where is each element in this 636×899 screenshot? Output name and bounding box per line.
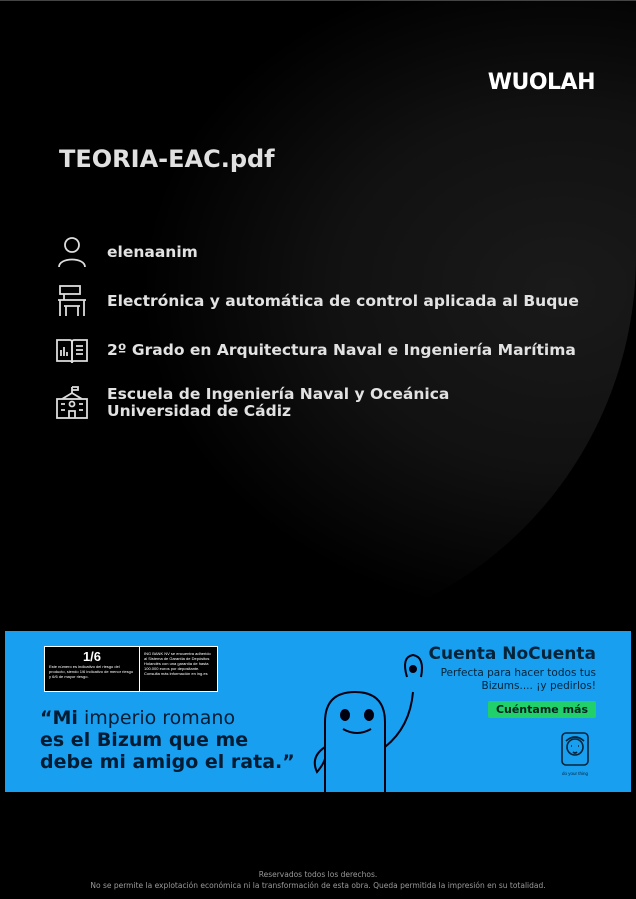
school-line2: Universidad de Cádiz xyxy=(107,402,292,420)
risk-indicator xyxy=(44,646,218,692)
user-icon xyxy=(54,234,90,270)
cta-button[interactable]: Cuéntame más xyxy=(488,701,596,718)
school-icon xyxy=(54,385,90,421)
footer xyxy=(0,869,636,891)
quote-word2: imperio romano xyxy=(83,707,236,729)
degree-name: 2º Grado en Arquitectura Naval e Ingeniería Marítima xyxy=(107,340,576,359)
wuolah-logo[interactable]: WUOLAH xyxy=(487,70,595,95)
quote-line2: es el Bizum que me xyxy=(40,729,249,751)
ad-subline: Perfecta para hacer todos tus Bizums.... ¡y pedirlos! xyxy=(440,667,596,692)
advertisement-banner[interactable] xyxy=(5,631,631,792)
school-name xyxy=(107,386,449,420)
author-row xyxy=(54,234,198,270)
degree-row xyxy=(54,332,576,368)
ad-headline: Cuenta NoCuenta xyxy=(428,644,596,664)
top-border xyxy=(0,0,636,1)
quote-word1: “Mi xyxy=(40,707,78,729)
lion-logo xyxy=(554,731,596,781)
author-name[interactable]: elenaanim xyxy=(107,242,198,261)
subject-name: Electrónica y automática de control aplicada al Buque xyxy=(107,291,579,310)
ad-tagline: do your thing xyxy=(561,771,589,776)
risk-text-right: ING BANK NV se encuentra adherido al Sistema de Garantía de Depósitos Holandés con una garantía de hasta 100.000 euros por depositante. Consulta más información en ing.es xyxy=(144,651,211,676)
ad-quote xyxy=(40,707,295,773)
risk-left-panel xyxy=(45,647,140,691)
lion-icon xyxy=(554,731,596,771)
document-title: TEORIA-EAC.pdf xyxy=(59,145,275,173)
risk-text-left: Este número es indicativo del riesgo del producto, siendo 1/6 indicativo de menor riesgo y 6/6 de mayor riesgo. xyxy=(49,664,134,679)
book-icon xyxy=(54,332,90,368)
mascot-illustration xyxy=(295,647,455,792)
footer-line2: No se permite la explotación económica ni la transformación de esta obra. Queda permitida la impresión en su totalidad. xyxy=(90,881,546,890)
desk-icon xyxy=(54,283,90,319)
school-row xyxy=(54,385,449,421)
footer-line1: Reservados todos los derechos. xyxy=(258,870,378,879)
school-line1: Escuela de Ingeniería Naval y Oceánica xyxy=(107,385,450,403)
subject-row xyxy=(54,283,579,319)
quote-line3: debe mi amigo el rata.” xyxy=(40,751,295,773)
risk-fraction: 1/6 xyxy=(82,649,102,664)
